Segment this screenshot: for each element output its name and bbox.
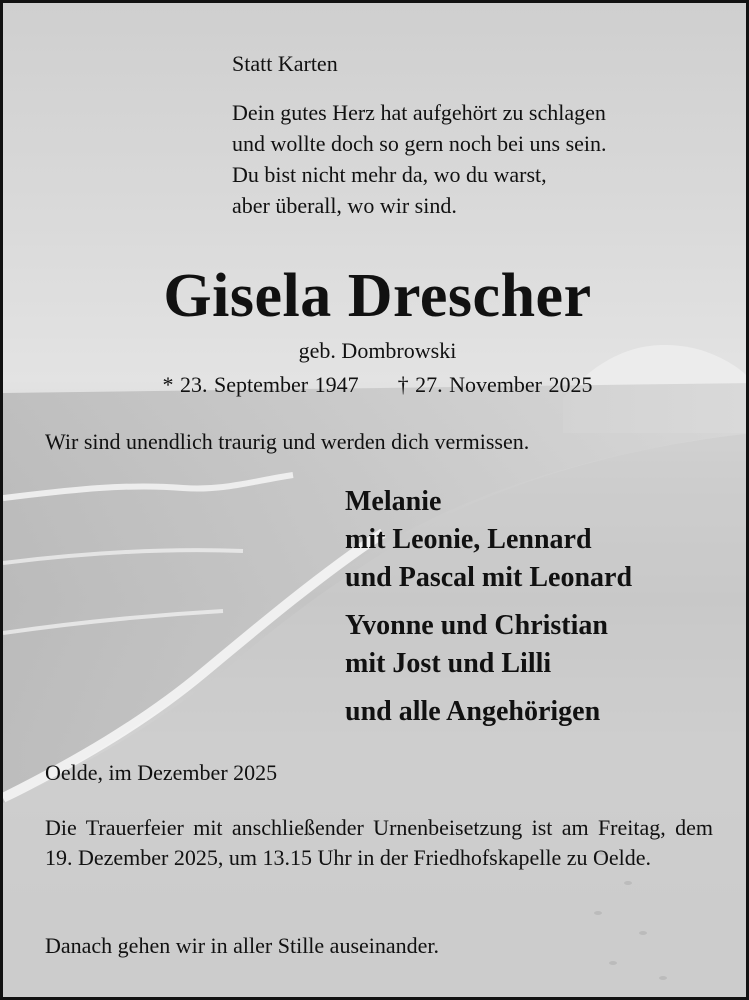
- birth-date: * 23. September 1947: [162, 372, 359, 397]
- closing-text: Danach gehen wir in aller Stille auseinander.: [45, 933, 440, 958]
- verse-line: und wollte doch so gern noch bei uns sein.: [232, 131, 607, 156]
- family-member: und Pascal mit Leonard: [345, 562, 633, 593]
- deceased-name: Gisela Drescher: [163, 262, 592, 330]
- family-member: mit Leonie, Lennard: [345, 524, 592, 555]
- family-member: Melanie: [345, 486, 442, 517]
- family-member: Yvonne und Christian: [345, 610, 608, 641]
- family-member: mit Jost und Lilli: [345, 648, 552, 679]
- verse-line: aber überall, wo wir sind.: [232, 193, 457, 218]
- verse-line: Dein gutes Herz hat aufgehört zu schlagen: [232, 100, 606, 125]
- grief-message: Wir sind unendlich traurig und werden dich vermissen.: [45, 429, 530, 454]
- family-member: und alle Angehörigen: [345, 696, 601, 727]
- birth-name: geb. Dombrowski: [298, 338, 457, 363]
- intro-text: Statt Karten: [232, 51, 338, 76]
- place-date: Oelde, im Dezember 2025: [45, 760, 278, 785]
- verse-line: Du bist nicht mehr da, wo du warst,: [232, 162, 547, 187]
- life-dates: [3, 372, 749, 398]
- death-date: † 27. November 2025: [397, 372, 593, 397]
- funeral-info: Die Trauerfeier mit anschließender Urnenbeisetzung ist am Freitag, dem 19. Dezember 2025, um 13.15 Uhr in der Friedhofskapelle zu Oelde.: [45, 815, 713, 870]
